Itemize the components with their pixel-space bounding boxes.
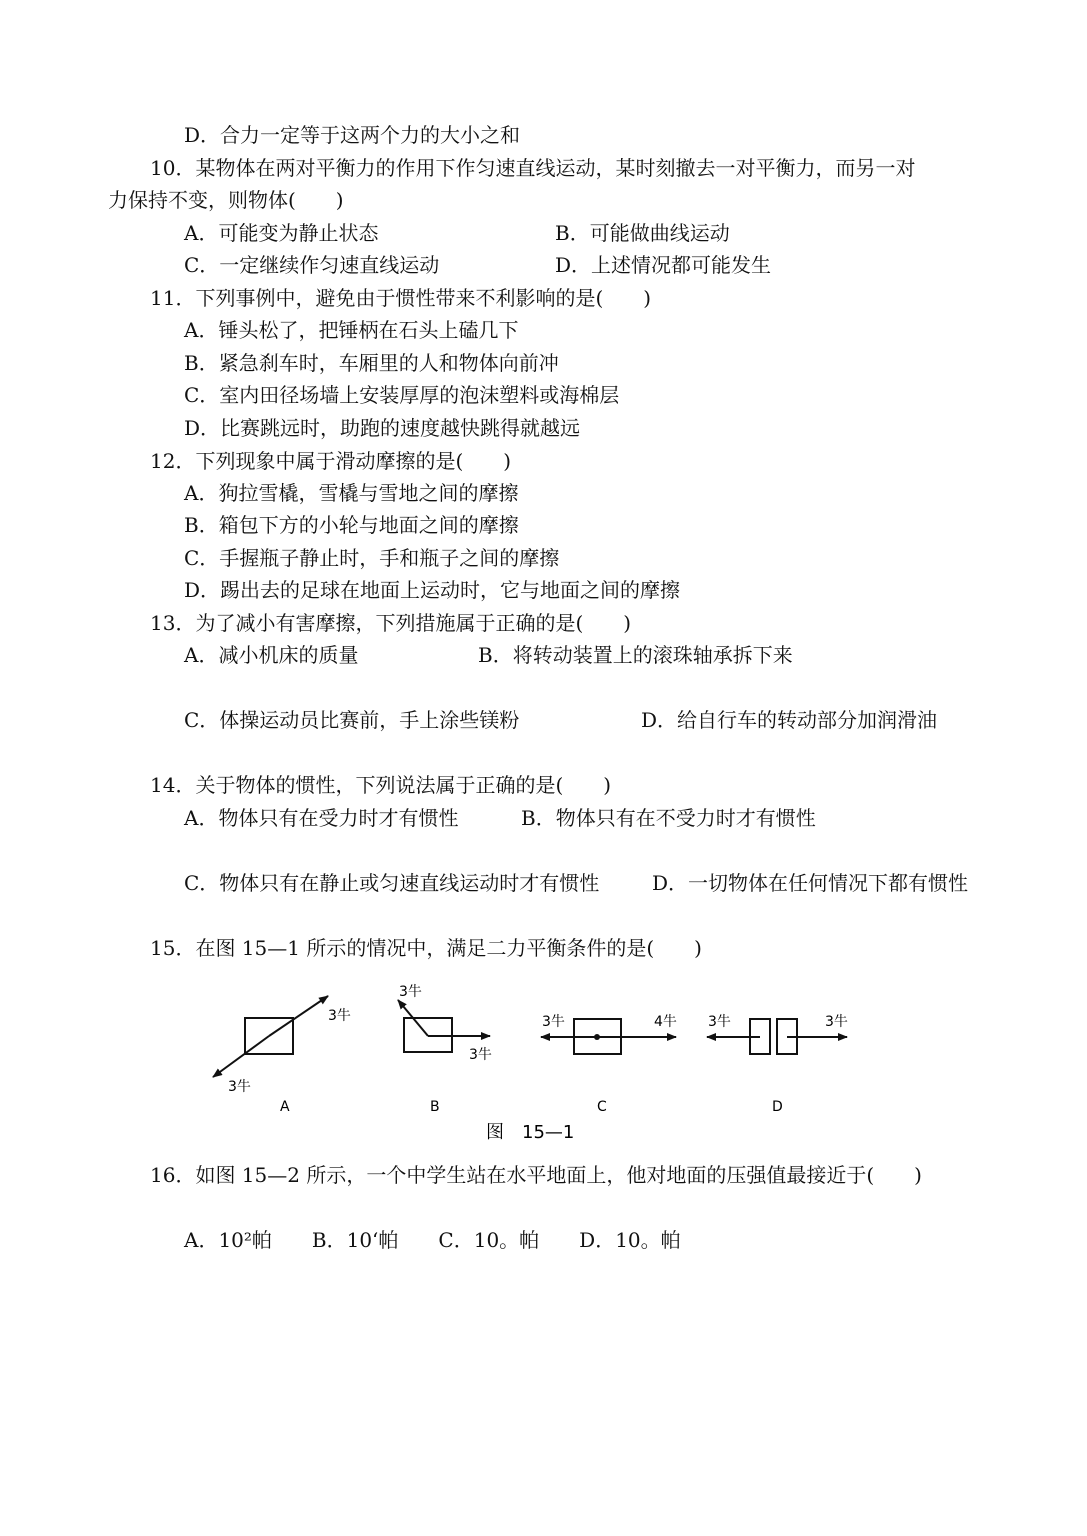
diagram-label-a: A	[280, 1099, 290, 1115]
q10-stem-line1: 10．某物体在两对平衡力的作用下作匀速直线运动，某时刻撤去一对平衡力，而另一对	[150, 156, 916, 180]
q11-stem: 11．下列事例中，避免由于惯性带来不利影响的是( )	[150, 286, 652, 310]
q16-stem: 16．如图 15—2 所示，一个中学生站在水平地面上，他对地面的压强值最接近于( )	[150, 1163, 922, 1187]
q13-option-a: A．减小机床的质量	[184, 643, 359, 667]
q10-option-c: C．一定继续作匀速直线运动	[184, 253, 440, 277]
q13-option-d: D．给自行车的转动部分加润滑油	[641, 708, 938, 732]
figure-caption: 图 15—1	[486, 1122, 575, 1143]
q12-option-c: C．手握瓶子静止时，手和瓶子之间的摩擦	[184, 546, 560, 570]
q11-option-b: B．紧急刹车时，车厢里的人和物体向前冲	[184, 351, 559, 375]
diagram-d	[707, 1013, 848, 1115]
diagram-b	[398, 983, 492, 1115]
diagram-label-b: B	[430, 1099, 440, 1115]
force-label-b1: 3牛	[399, 984, 422, 1000]
arrow-a-down-left	[213, 1036, 269, 1077]
diagram-label-d: D	[772, 1099, 783, 1115]
q13-option-c: C．体操运动员比赛前，手上涂些镁粉	[184, 708, 520, 732]
q14-option-d: D．一切物体在任何情况下都有惯性	[652, 871, 969, 895]
force-label-a2: 3牛	[228, 1079, 251, 1095]
q9-option-d: D．合力一定等于这两个力的大小之和	[184, 123, 521, 147]
q14-option-a: A．物体只有在受力时才有惯性	[184, 806, 459, 830]
q13-stem: 13．为了减小有害摩擦，下列措施属于正确的是( )	[150, 611, 632, 635]
q13-option-b: B．将转动装置上的滚珠轴承拆下来	[478, 643, 793, 667]
force-label-b2: 3牛	[469, 1047, 492, 1063]
q16-options: A．10²帕 B．10‘帕 C．10。帕 D．10。帕	[184, 1228, 681, 1252]
force-label-c1: 3牛	[542, 1014, 565, 1030]
q11-option-d: D．比赛跳远时，助跑的速度越快跳得就越远	[184, 416, 581, 440]
q14-option-b: B．物体只有在不受力时才有惯性	[521, 806, 816, 830]
diagram-a	[213, 996, 351, 1115]
q12-option-a: A．狗拉雪橇，雪橇与雪地之间的摩擦	[184, 481, 519, 505]
q11-option-c: C．室内田径场墙上安装厚厚的泡沫塑料或海棉层	[184, 383, 620, 407]
diagram-c	[541, 1013, 677, 1115]
q10-option-a: A．可能变为静止状态	[184, 221, 379, 245]
force-label-d2: 3牛	[825, 1014, 848, 1030]
figure-15-1	[180, 978, 880, 1143]
q15-stem: 15．在图 15—1 所示的情况中，满足二力平衡条件的是( )	[150, 936, 702, 960]
q10-stem-line2: 力保持不变，则物体( )	[108, 188, 344, 212]
force-label-a1: 3牛	[328, 1008, 351, 1024]
q10-option-b: B．可能做曲线运动	[555, 221, 730, 245]
diagram-label-c: C	[597, 1099, 607, 1115]
arrow-a-up-right	[269, 996, 328, 1036]
q12-option-d: D．踢出去的足球在地面上运动时，它与地面之间的摩擦	[184, 578, 681, 602]
q12-option-b: B．箱包下方的小轮与地面之间的摩擦	[184, 513, 519, 537]
q10-option-d: D．上述情况都可能发生	[555, 253, 772, 277]
q14-option-c: C．物体只有在静止或匀速直线运动时才有惯性	[184, 871, 600, 895]
q11-option-a: A．锤头松了，把锤柄在石头上磕几下	[184, 318, 519, 342]
q14-stem: 14．关于物体的惯性，下列说法属于正确的是( )	[150, 773, 612, 797]
force-label-c2: 4牛	[654, 1014, 677, 1030]
q12-stem: 12．下列现象中属于滑动摩擦的是( )	[150, 449, 512, 473]
force-label-d1: 3牛	[708, 1014, 731, 1030]
